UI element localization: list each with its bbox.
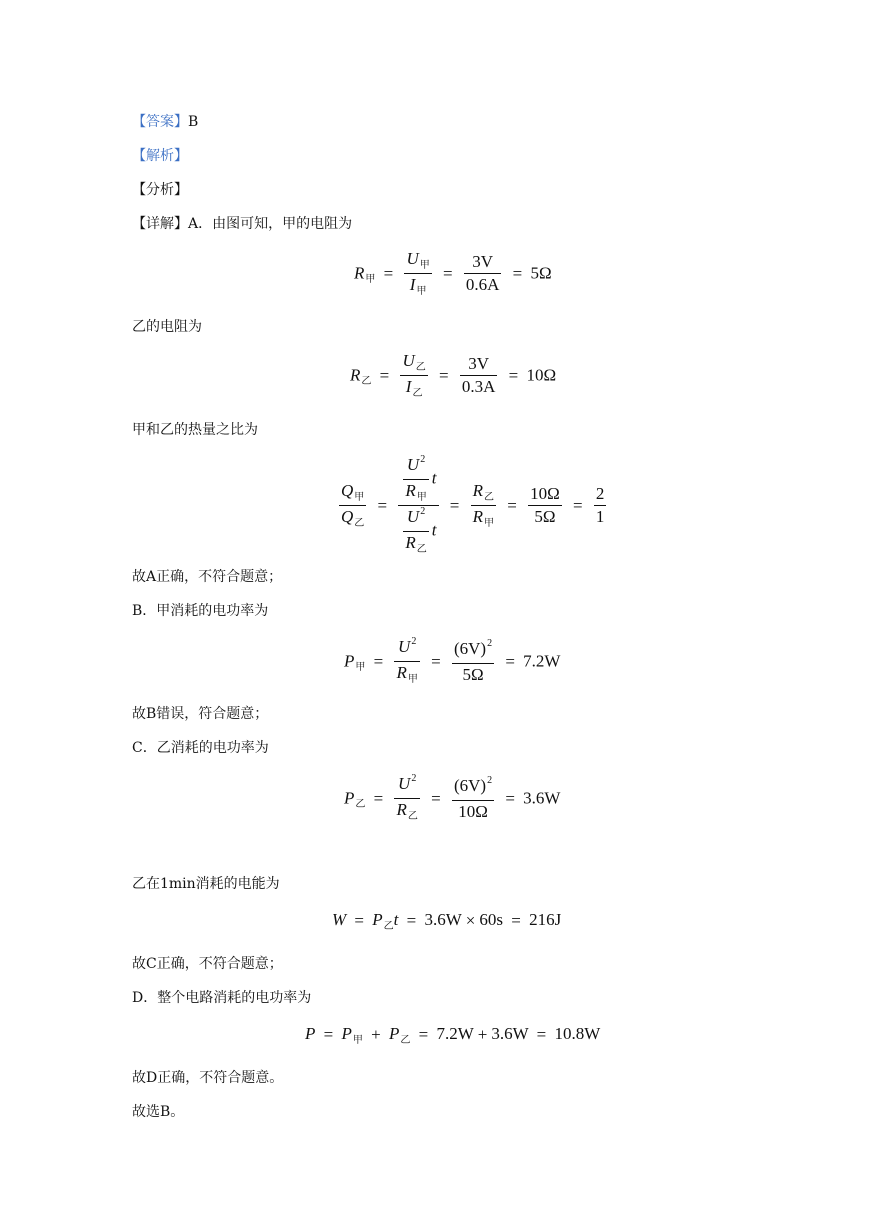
formula-p-jia [344,636,560,687]
sub-jia: 甲 [419,260,430,271]
line-c-energy: 乙在1min消耗的电能为 [132,876,280,892]
numerator: (6V) [453,638,487,658]
equals: = [383,263,394,283]
equals: = [449,495,460,515]
equals: = [512,263,523,283]
result: 5Ω [530,263,552,283]
formula-heat-ratio [336,454,609,557]
line-d: D．整个电路消耗的电功率为 [132,990,312,1006]
symbol-r: R [472,481,483,500]
fraction-values [528,483,562,528]
formula-p-yi [344,773,560,824]
detail-tag: 【详解】 [132,216,188,232]
fraction-u-over-i [404,248,431,299]
formula-r-yi [350,350,556,401]
analysis-tag: 【解析】 [132,148,188,164]
symbol-w: W [332,910,347,929]
sub-yi: 乙 [416,544,427,555]
line-yi-resistance: 乙的电阻为 [132,319,202,335]
equals: = [373,788,384,808]
sub-yi: 乙 [415,362,426,373]
detail-line [132,214,352,234]
numerator: (6V) [453,775,487,795]
result: 10Ω [526,365,557,385]
symbol-p: P [344,651,355,671]
fraction-values [452,638,494,686]
denominator: 0.3A [461,377,496,396]
fraction-r-ratio [471,480,496,531]
line-c-correct: 故C正确，不符合题意； [132,956,283,972]
symbol-r: R [405,533,416,552]
analysis-line [132,146,188,166]
plus: + [477,1025,488,1045]
fraction-u-over-i [400,350,427,401]
superscript-two: 2 [420,454,426,465]
result: 216J [529,910,562,929]
sub-yi: 乙 [383,921,394,932]
formula-r-jia [354,248,552,299]
fenxi-line [132,180,188,200]
result: 10.8W [554,1024,601,1043]
symbol-p: P [341,1024,352,1043]
equals: = [505,651,515,671]
denominator: 5Ω [528,505,562,528]
plus: + [371,1025,381,1045]
sub-yi: 乙 [412,388,423,399]
line-a-text: A．由图可知，甲的电阻为 [188,216,353,232]
fraction-result [594,483,607,528]
compound-fraction [398,454,438,557]
equals: = [323,1025,334,1045]
line-b: B．甲消耗的电功率为 [132,603,269,619]
superscript-two: 2 [487,637,493,649]
symbol-r: R [354,263,365,283]
equals: = [377,495,388,515]
denominator: 10Ω [452,800,494,823]
fraction-u2-over-rjia [403,454,428,505]
sub-yi: 乙 [483,492,494,503]
symbol-q: Q [341,507,354,526]
symbol-r: R [472,507,483,526]
denominator: 1 [595,507,605,526]
symbol-u: U [398,774,411,793]
symbol-i: I [405,377,412,396]
value-b: 3.6W [491,1024,529,1043]
equals: = [354,911,365,931]
equals: = [406,911,417,931]
result: 7.2W [523,651,561,671]
answer-line [132,112,198,132]
symbol-u: U [406,455,420,474]
equals: = [373,651,384,671]
equals: = [505,788,515,808]
equals: = [379,365,390,385]
symbol-r: R [396,663,407,682]
fraction-u2-over-r [394,773,419,824]
sub-yi: 乙 [361,376,372,387]
numerator: 3V [468,354,490,373]
symbol-u: U [406,507,420,526]
symbol-u: U [406,249,419,268]
equals: = [536,1025,547,1045]
sub-yi: 乙 [354,518,365,529]
answer-tag: 【答案】 [132,114,188,130]
sub-jia: 甲 [407,674,418,685]
symbol-t: t [431,520,437,540]
sub-jia: 甲 [355,662,366,673]
fraction-values [460,353,498,398]
formula-w-yi [332,910,561,931]
symbol-t: t [393,910,399,929]
sub-jia: 甲 [365,274,376,285]
line-c: C．乙消耗的电功率为 [132,740,269,756]
times: × [465,911,476,931]
symbol-p: P [344,788,355,808]
equals: = [443,263,453,283]
fraction-u2-over-ryi [403,506,428,557]
symbol-u: U [398,637,411,656]
sub-yi: 乙 [355,799,366,810]
superscript-two: 2 [420,506,426,517]
equals: = [508,365,519,385]
equals: = [439,365,449,385]
symbol-q: Q [341,481,354,500]
superscript-two: 2 [487,774,493,786]
symbol-p: P [305,1024,316,1043]
equals: = [572,495,583,515]
numerator: 10Ω [530,484,560,503]
symbol-r: R [350,365,361,385]
line-heat-ratio: 甲和乙的热量之比为 [132,422,258,438]
formula-p-total [305,1024,600,1045]
result: 3.6W [523,788,561,808]
sub-jia: 甲 [416,286,427,297]
fraction-q-ratio [339,480,366,531]
denominator: 0.6A [465,275,500,294]
fraction-u2-over-r [394,636,419,687]
power-value: 3.6W [424,910,462,929]
sub-jia: 甲 [416,492,427,503]
answer-value: B [188,114,199,130]
symbol-r: R [396,800,407,819]
denominator: 5Ω [452,663,494,686]
equals: = [431,651,441,671]
sub-jia: 甲 [483,518,494,529]
sub-yi: 乙 [400,1035,411,1046]
symbol-u: U [402,351,415,370]
time-value: 60s [479,910,503,929]
numerator: 2 [595,484,605,503]
symbol-p: P [388,1024,400,1043]
sub-jia: 甲 [354,492,365,503]
equals: = [431,788,441,808]
fenxi-tag: 【分析】 [132,182,188,198]
numerator: 3V [472,252,494,271]
symbol-p: P [372,910,383,929]
line-b-wrong: 故B错误，符合题意； [132,706,269,722]
line-choose: 故选B。 [132,1104,185,1120]
line-a-correct: 故A正确，不符合题意； [132,569,283,585]
fraction-values [464,251,502,296]
symbol-r: R [405,481,416,500]
superscript-two: 2 [411,636,417,647]
line-d-correct: 故D正确，不符合题意。 [132,1070,284,1086]
fraction-values [452,775,494,823]
equals: = [418,1025,429,1045]
symbol-i: I [409,275,416,294]
symbol-t: t [431,468,437,488]
equals: = [507,495,517,515]
value-a: 7.2W [436,1024,474,1043]
sub-yi: 乙 [407,811,418,822]
equals: = [511,911,521,931]
sub-jia: 甲 [352,1035,363,1046]
superscript-two: 2 [411,773,417,784]
